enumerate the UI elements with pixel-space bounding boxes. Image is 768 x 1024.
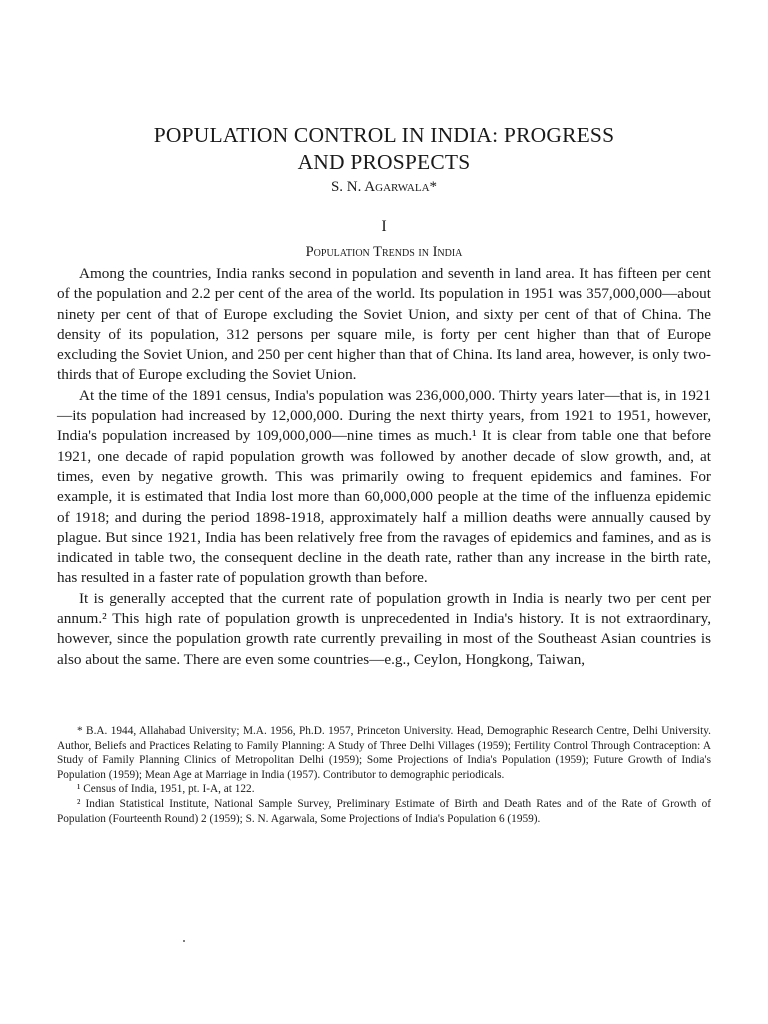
footnotes [57, 724, 711, 826]
footnote-2: ² Indian Statistical Institute, National Sample Survey, Preliminary Estimate of Birth and Death Rates and of the Rate of Growth of Population (Fourteenth Round) 2 (1959); S. N. Agarwala, Some Projections of India's Population 6 (1959). [57, 797, 711, 825]
section-heading: Population Trends in India [305, 244, 463, 260]
footnote-1: ¹ Census of India, 1951, pt. I-A, at 122. [77, 783, 255, 796]
paragraph: Among the countries, India ranks second in population and seventh in land area. It has fifteen per cent of the population and 2.2 per cent of the area of the world. Its population in 1951 was 357,000,000—about ninety per cent of that of Europe excluding the Soviet Union, and sixty per cent of that of China. The density of its population, 312 persons per square mile, is forty per cent higher than that of Europe excluding the Soviet Union, and 250 per cent higher than that of China. Its land area, however, is only two-thirds that of Europe excluding the Soviet Union. [57, 265, 711, 384]
page-mark [183, 940, 185, 942]
author-byline: S. N. Agarwala* [330, 179, 438, 195]
paragraph: At the time of the 1891 census, India's population was 236,000,000. Thirty years later—that is, in 1921—its population had increased by 12,000,000. During the next thirty years, from 1921 to 1951, however, India's population increased by 109,000,000—nine times as much.¹ It is clear from table one that before 1921, one decade of rapid population growth was followed by another decade of slow growth, and, at times, even by negative growth. This was primarily owing to frequent epidemics and famines. For example, it is estimated that India lost more than 60,000,000 people at the time of the influenza epidemic of 1918; and during the period 1898-1918, approximately half a million deaths were annually caused by plague. But since 1921, India has been relatively free from the ravages of epidemics and famines, and as is indicated in table two, the consequent decline in the death rate, rather than any increase in the birth rate, has resulted in a faster rate of population growth than before. [57, 386, 711, 587]
footnote-author: * B.A. 1944, Allahabad University; M.A. 1956, Ph.D. 1957, Princeton University. Head, Demographic Research Centre, Delhi University. Author, Beliefs and Practices Relating to Family Planning: A Study of Three Delhi Villages (1959); Fertility Control Through Contraception: A Study of Family Planning Clinics of Metropolitan Delhi (1959); Some Projections of India's Population (1959); Future Growth of India's Population (1959); Mean Age at Marriage in India (1957). Contributor to demographic periodicals. [57, 725, 711, 781]
article-title [0, 122, 768, 176]
section-number: I [381, 218, 387, 235]
paragraph: It is generally accepted that the current rate of population growth in India is nearly two per cent per annum.² This high rate of population growth is unprecedented in India's history. It is not extraordinary, however, since the population growth rate currently prevailing in most of the Southeast Asian countries is also about the same. There are even some countries—e.g., Ceylon, Hongkong, Taiwan, [57, 589, 711, 668]
title-line-1: POPULATION CONTROL IN INDIA: PROGRESS [153, 123, 615, 147]
body-text [57, 264, 711, 670]
title-line-2: AND PROSPECTS [297, 150, 471, 174]
